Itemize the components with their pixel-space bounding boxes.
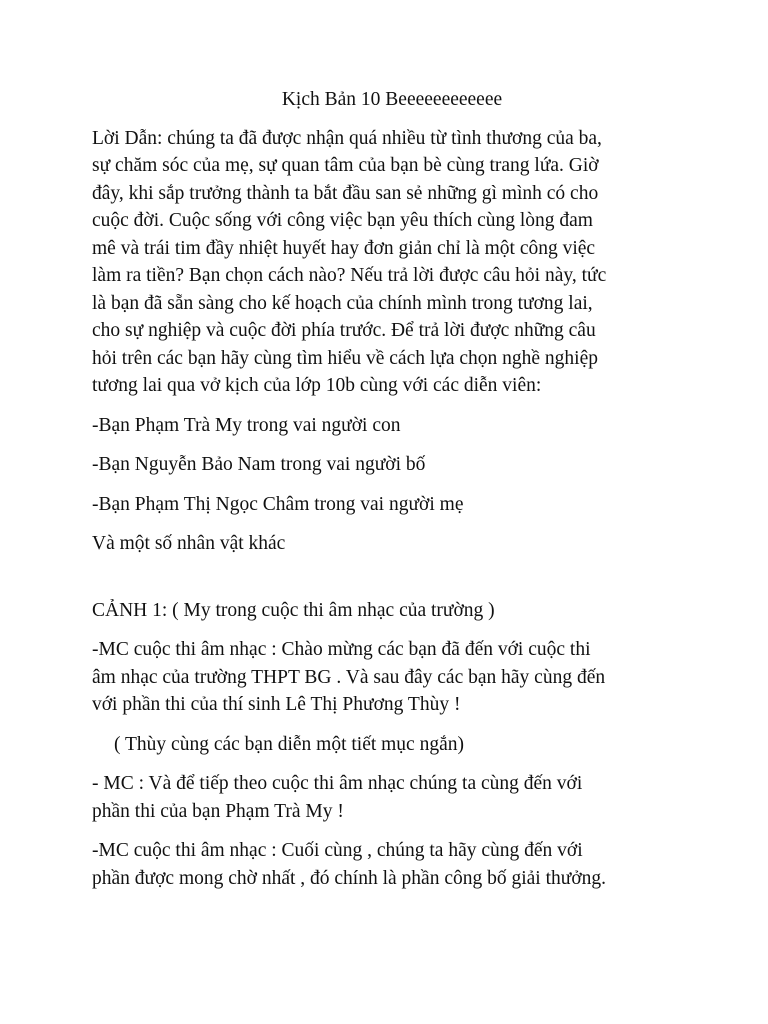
- intro-line: mê và trái tim đầy nhiệt huyết hay đơn giản chỉ là một công việc: [92, 237, 596, 259]
- stage-direction: ( Thùy cùng các bạn diễn một tiết mục ngắn): [114, 733, 464, 755]
- intro-paragraph: [92, 125, 682, 400]
- intro-line: tương lai qua vở kịch của lớp 10b cùng với các diễn viên:: [92, 375, 542, 396]
- intro-line: Lời Dẫn: chúng ta đã được nhận quá nhiều từ tình thương của ba,: [92, 127, 602, 149]
- intro-line: sự chăm sóc của mẹ, sự quan tâm của bạn bè cùng trang lứa. Giờ: [92, 155, 599, 176]
- dialogue-line: - MC : Và để tiếp theo cuộc thi âm nhạc chúng ta cùng đến với: [92, 773, 583, 794]
- intro-line: là bạn đã sẵn sàng cho kế hoạch của chính mình trong tương lai,: [92, 292, 593, 314]
- cast-item-1: -Bạn Phạm Trà My trong vai người con: [92, 414, 401, 436]
- dialogue-line: phần được mong chờ nhất , đó chính là phần công bố giải thưởng.: [92, 867, 607, 889]
- dialogue-line: âm nhạc của trường THPT BG . Và sau đây các bạn hãy cùng đến: [92, 666, 606, 688]
- blank-line: [92, 570, 682, 597]
- document-page: [92, 86, 682, 904]
- dialogue-line: phần thi của bạn Phạm Trà My !: [92, 800, 344, 822]
- scene-heading: CẢNH 1: ( My trong cuộc thi âm nhạc của trường ): [92, 599, 495, 621]
- document-title: Kịch Bản 10 Beeeeeeeeeeee: [281, 89, 503, 110]
- intro-line: làm ra tiền? Bạn chọn cách nào? Nếu trả lời được câu hỏi này, tức: [92, 265, 607, 286]
- intro-line: hỏi trên các bạn hãy cùng tìm hiểu về cách lựa chọn nghề nghiệp: [92, 347, 599, 369]
- dialogue-line: -MC cuộc thi âm nhạc : Cuối cùng , chúng ta hãy cùng đến với: [92, 840, 583, 861]
- cast-item-others: Và một số nhân vật khác: [92, 533, 286, 554]
- cast-item-2: -Bạn Nguyễn Bảo Nam trong vai người bố: [92, 454, 426, 475]
- dialogue-line: với phần thi của thí sinh Lê Thị Phương Thùy !: [92, 694, 461, 715]
- cast-item-3: -Bạn Phạm Thị Ngọc Châm trong vai người mẹ: [92, 493, 464, 515]
- intro-line: đây, khi sắp trưởng thành ta bắt đầu san sẻ những gì mình có cho: [92, 182, 599, 204]
- intro-line: cho sự nghiệp và cuộc đời phía trước. Để trả lời được những câu: [92, 320, 596, 341]
- mc-dialogue-3: [92, 837, 682, 892]
- mc-dialogue-1: [92, 636, 682, 719]
- dialogue-line: -MC cuộc thi âm nhạc : Chào mừng các bạn đã đến với cuộc thi: [92, 639, 591, 660]
- intro-line: cuộc đời. Cuộc sống với công việc bạn yêu thích cùng lòng đam: [92, 210, 593, 231]
- mc-dialogue-2: [92, 770, 682, 825]
